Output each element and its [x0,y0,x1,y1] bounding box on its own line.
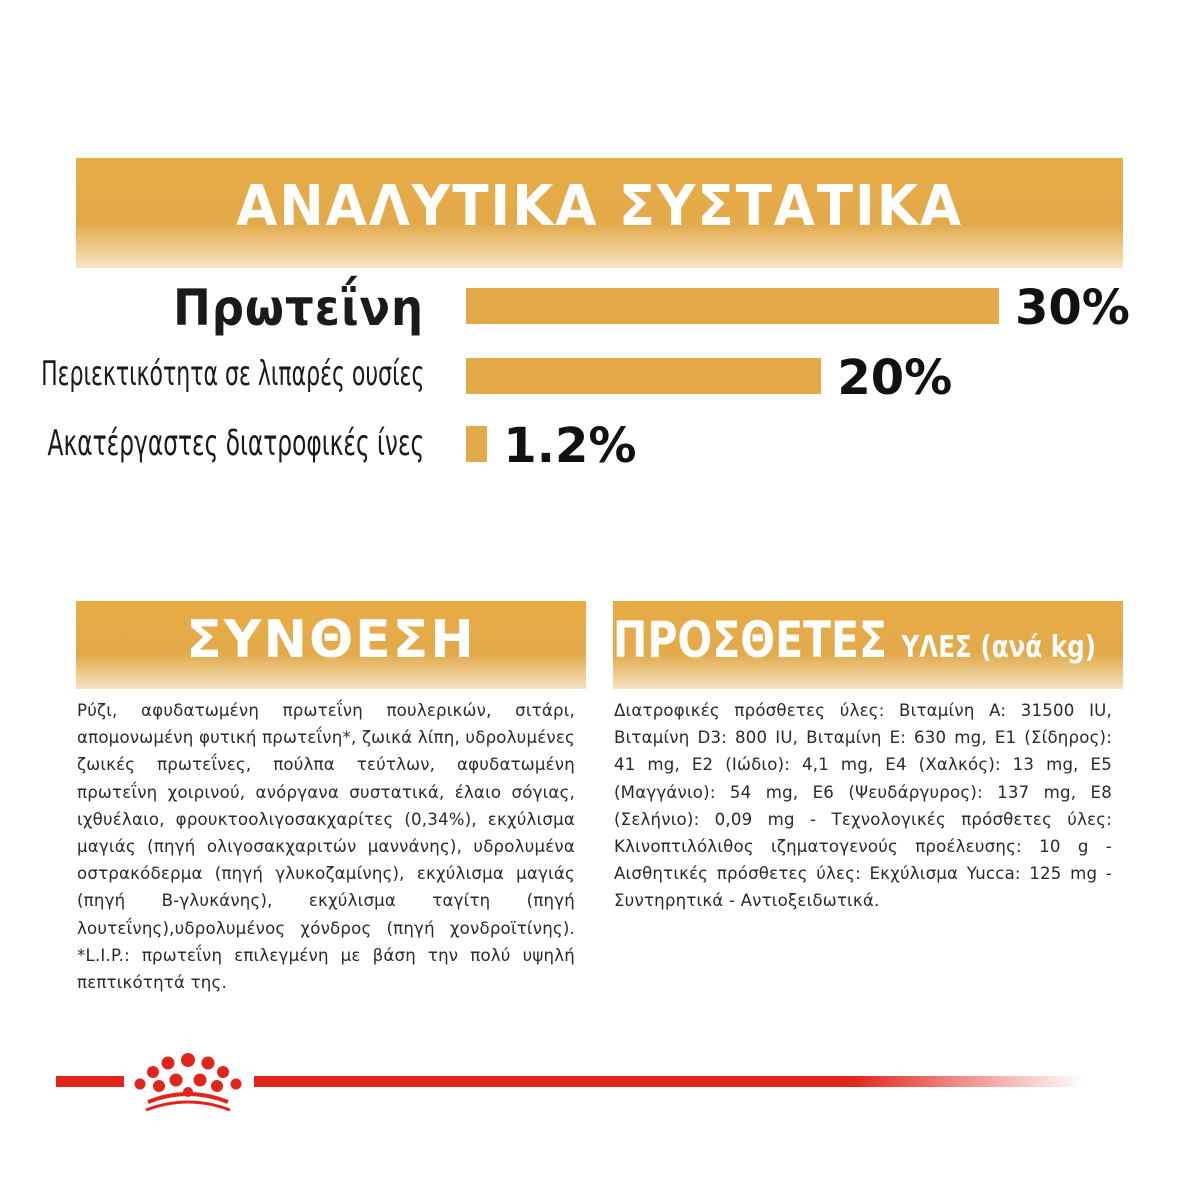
analytical-constituents-banner [76,158,1123,268]
banner-title: ΑΝΑΛΥΤΙΚΑ ΣΥΣΤΑΤΙΚΑ [236,173,963,239]
composition-title: ΣΥΝΘΕΣΗ [186,610,476,670]
royal-canin-crown-icon [126,1050,250,1116]
fat-content-value: 20% [837,350,953,406]
protein-label: Πρωτεΐνη [173,279,424,337]
additives-header [613,601,1123,689]
composition-text: Ρύζι, αφυδατωμένη πρωτεΐνη πουλερικών, σιτάρι, απομονωμένη φυτική πρωτεΐνη*, ζωικά λίπη, υδρολυμένες ζωικές πρωτεΐνες, πούλπα τεύτλων, αφυδατωμένη πρωτεΐνη χοιρινού, ανόργανα συστατικά, έλαιο σόγιας, ιχθυέλαιο, φρουκτοολιγοσακχαρίτες (0,34%), εκχύλισμα μαγιάς (πηγή ολιγοσακχαριτών μαννάνης), υδρολυμένα οστρακόδερμα (πηγή γλυκοζαμίνης), εκχύλισμα μαγιάς (πηγή Β-γλυκάνης), εκχύλισμα ταγίτη (πηγή λουτεΐνης),υδρολυμένος χόνδρος (πηγή χονδροϊτίνης). *L.I.P.: πρωτεΐνη επιλεγμένη με βάση την πολύ υψηλή πεπτικότητά της. [77,701,575,993]
footer-red-line-left [56,1076,124,1087]
additives-title-main: ΠΡΟΣΘΕΤΕΣ [613,611,888,669]
footer-red-line-right [254,1076,1084,1087]
crude-fiber-label: Ακατέργαστες διατροφικές ίνες [47,423,424,464]
fat-content-bar [466,358,821,394]
composition-header [76,601,586,689]
additives-title [613,611,1096,669]
crude-fiber-bar [466,426,487,462]
additives-title-small: ΥΛΕΣ (ανά kg) [901,630,1096,665]
protein-bar [466,288,999,324]
fat-content-label: Περιεκτικότητα σε λιπαρές ουσίες [40,354,424,394]
protein-value: 30% [1015,280,1130,336]
additives-text: Διατροφικές πρόσθετες ύλες: Βιταμίνη A: 31500 IU, Βιταμίνη D3: 800 IU, Βιταμίνη E: 630 mg, E1 (Σίδηρος): 41 mg, E2 (Ιώδιο): 4,1 mg, E4 (Χαλκός): 13 mg, E5 (Μαγγάνιο): 54 mg, E6 (Ψευδάργυρος): 137 mg, E8 (Σελήνιο): 0,09 mg - Τεχνολογικές πρόσθετες ύλες: Κλινοπτιλόλιθος ιζηματογενούς προέλευσης: 10 g - Αισθητικές πρόσθετες ύλες: Εκχύλισμα Yucca: 125 mg - Συντηρητικά - Αντιοξειδωτικά. [614,701,1112,911]
crude-fiber-value: 1.2% [503,418,637,474]
